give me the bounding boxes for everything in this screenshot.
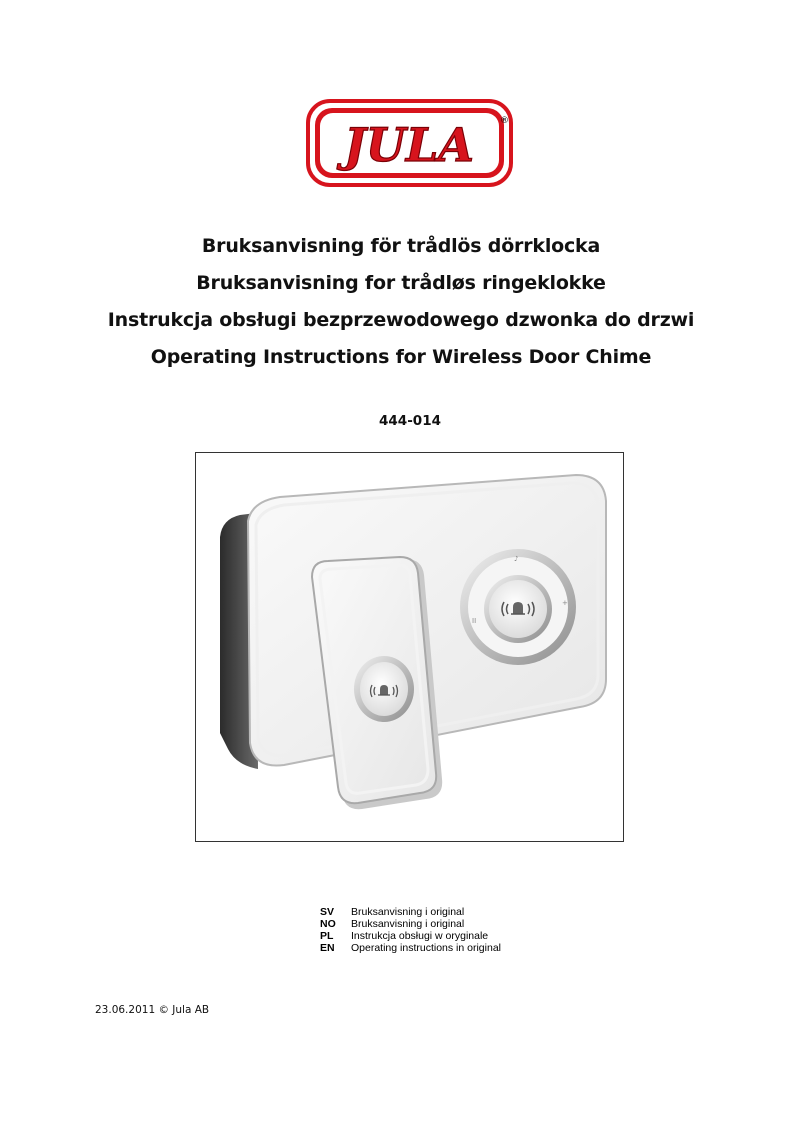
footer-copyright: 23.06.2011 © Jula AB: [95, 1004, 210, 1016]
language-text: Operating instructions in original: [351, 942, 501, 954]
title-polish: Instrukcja obsługi bezprzewodowego dzwonka do drzwi: [107, 309, 695, 331]
svg-text:II: II: [472, 617, 477, 625]
door-chime-illustration: [196, 453, 623, 841]
model-number: 444-014: [379, 413, 441, 429]
language-code: NO: [320, 918, 336, 930]
language-text: Bruksanvisning i original: [351, 918, 465, 930]
language-code: PL: [320, 930, 334, 942]
title-block: [0, 228, 802, 376]
jula-logo: [306, 99, 513, 187]
language-code: SV: [320, 906, 335, 918]
title-norwegian: Bruksanvisning for trådløs ringeklokke: [196, 272, 606, 294]
language-text: Instrukcja obsługi w oryginale: [351, 930, 489, 942]
language-list: [320, 906, 501, 954]
bell-icon: [371, 685, 398, 697]
title-swedish: Bruksanvisning för trådlös dörrklocka: [201, 235, 601, 257]
title-english: Operating Instructions for Wireless Door Chime: [150, 346, 652, 368]
language-row-sv: [320, 906, 501, 918]
language-row-en: [320, 942, 501, 954]
logo-wordmark: JULA: [344, 118, 474, 172]
language-text: Bruksanvisning i original: [351, 906, 465, 918]
language-code: EN: [320, 942, 335, 954]
svg-text:♪: ♪: [514, 555, 519, 563]
jula-logo-graphic: [306, 99, 513, 187]
language-row-pl: [320, 930, 501, 942]
registered-mark: ®: [500, 116, 509, 126]
svg-text:+: +: [562, 599, 568, 607]
product-photo: [195, 452, 624, 842]
language-row-no: [320, 918, 501, 930]
